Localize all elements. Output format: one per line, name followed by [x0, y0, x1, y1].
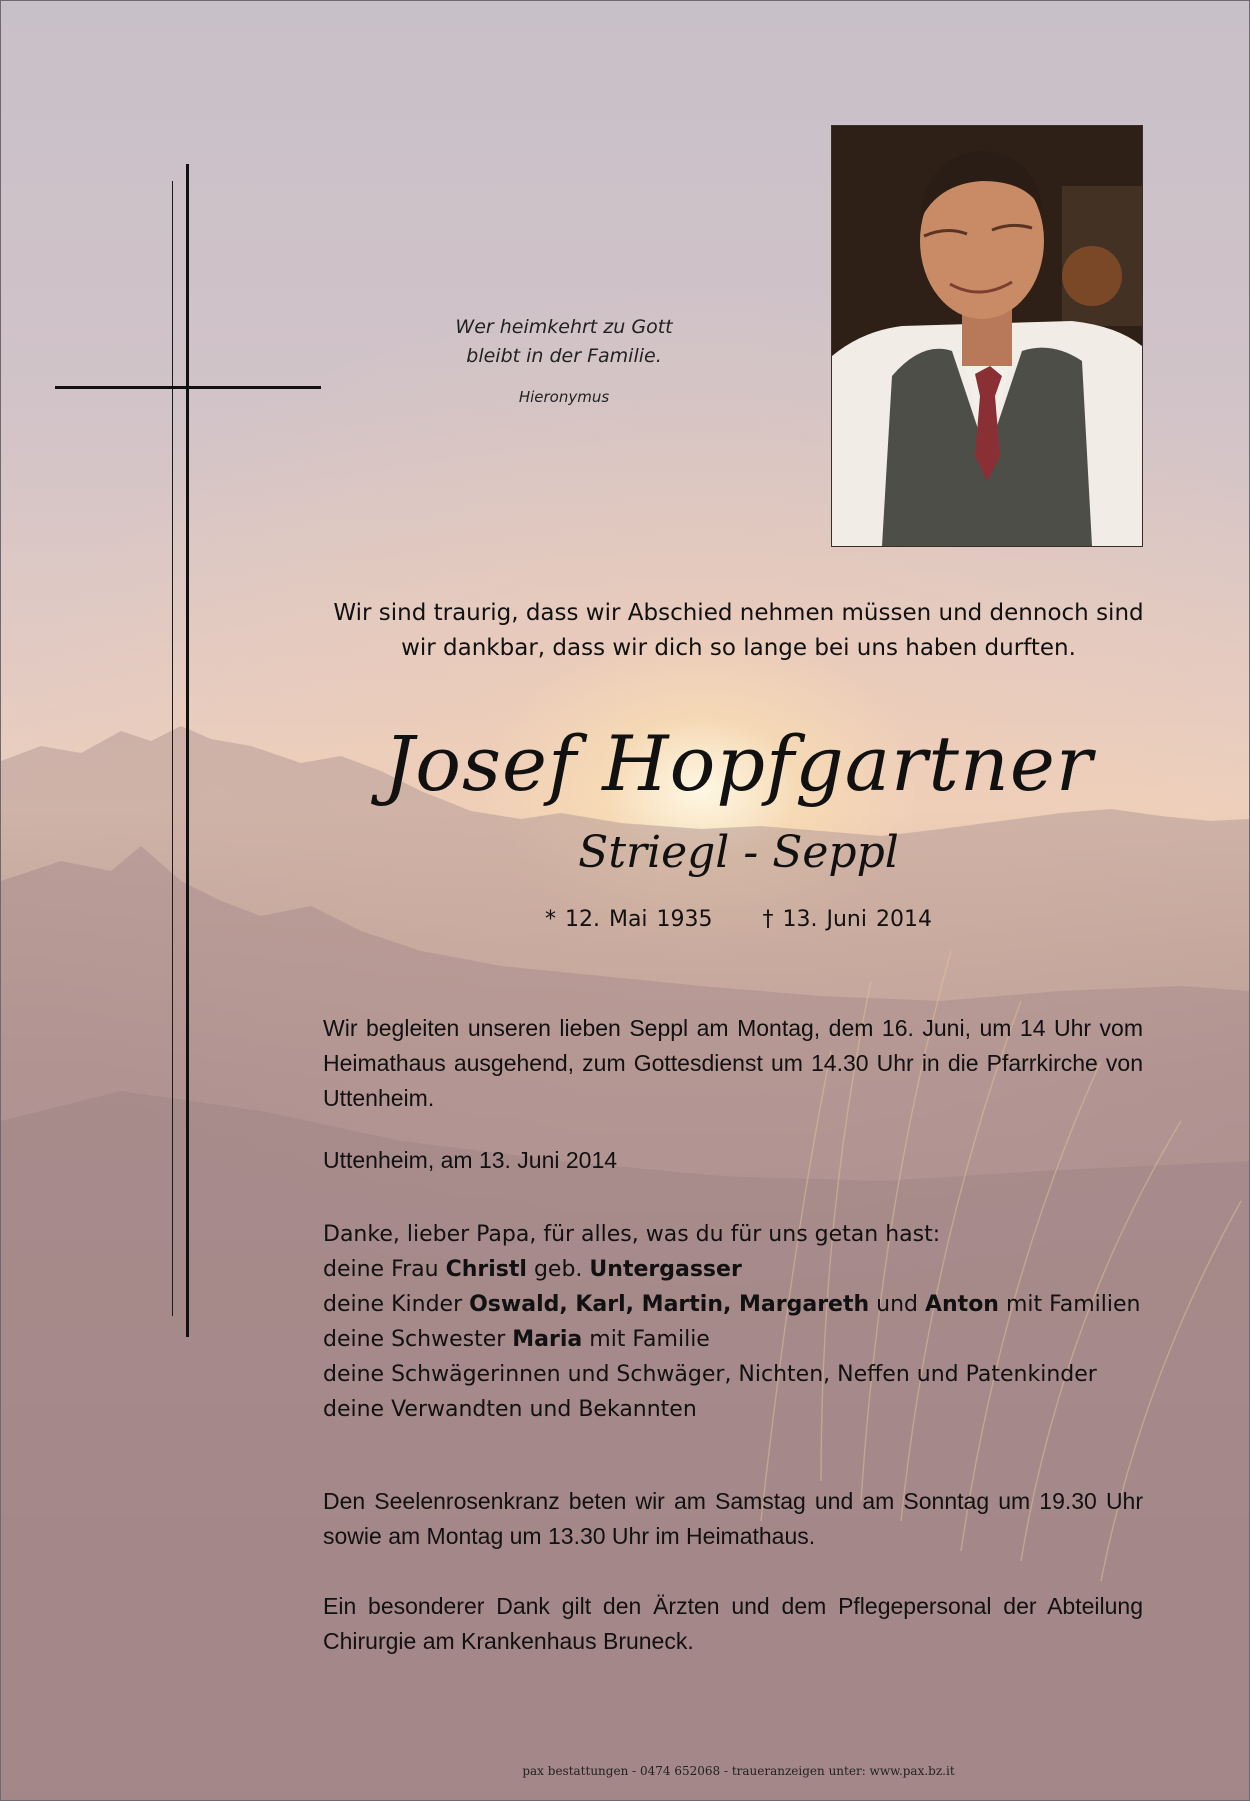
wife-prefix: deine Frau — [323, 1257, 446, 1282]
family-wife — [323, 1252, 1173, 1287]
deceased-nickname: Striegl - Seppl — [578, 827, 899, 878]
place-date: Uttenheim, am 13. Juni 2014 — [323, 1147, 618, 1173]
family-sister — [323, 1322, 1173, 1357]
portrait-photo — [831, 125, 1143, 547]
intro-text — [311, 596, 1166, 666]
cross-thin-line — [172, 181, 173, 1316]
birth-date: * 12. Mai 1935 — [545, 907, 713, 932]
wife-name: Christl — [445, 1257, 527, 1282]
family-list — [323, 1217, 1173, 1427]
deceased-name: Josef Hopfgartner — [383, 719, 1094, 808]
children-suffix: mit Familien — [998, 1292, 1141, 1317]
quote-line-2: bleibt in der Familie. — [466, 345, 662, 367]
latin-cross-icon — [186, 164, 189, 1337]
death-date: † 13. Juni 2014 — [762, 907, 932, 932]
quote-author: Hieronymus — [518, 388, 610, 406]
life-dates — [311, 907, 1166, 932]
family-relatives: deine Verwandten und Bekannten — [323, 1397, 697, 1422]
wife-maiden-name: Untergasser — [589, 1257, 742, 1282]
thanks-notice: Ein besonderer Dank gilt den Ärzten und dem Pflegepersonal der Abteilung Chirurgie am Krankenhaus Bruneck. — [323, 1593, 1143, 1654]
family-children — [323, 1287, 1173, 1322]
sister-prefix: deine Schwester — [323, 1327, 513, 1352]
sister-name: Maria — [512, 1327, 583, 1352]
children-prefix: deine Kinder — [323, 1292, 470, 1317]
rosary-notice: Den Seelenrosenkranz beten wir am Samstag und am Sonntag um 19.30 Uhr sowie am Montag um 13.30 Uhr im Heimathaus. — [323, 1488, 1143, 1549]
intro-line-1: Wir sind traurig, dass wir Abschied nehmen müssen und dennoch sind — [333, 600, 1144, 626]
funeral-notice: Wir begleiten unseren lieben Seppl am Montag, dem 16. Juni, um 14 Uhr vom Heimathaus ausgehend, zum Gottesdienst um 14.30 Uhr in die Pfarrkirche von Uttenheim. — [323, 1015, 1143, 1111]
family-intro: Danke, lieber Papa, für alles, was du für uns getan hast: — [323, 1222, 941, 1247]
wife-mid: geb. — [526, 1257, 590, 1282]
quote-line-1: Wer heimkehrt zu Gott — [455, 316, 673, 338]
cross-crossbar — [55, 386, 321, 389]
children-names: Oswald, Karl, Martin, Margareth — [469, 1292, 870, 1317]
footer-credit: pax bestattungen - 0474 652068 - traueranzeigen unter: www.pax.bz.it — [522, 1764, 955, 1778]
family-inlaws: deine Schwägerinnen und Schwäger, Nichten, Neffen und Patenkinder — [323, 1362, 1097, 1387]
portrait-illustration — [832, 126, 1142, 546]
memorial-quote — [396, 313, 732, 371]
children-last: Anton — [924, 1292, 999, 1317]
children-and: und — [869, 1292, 925, 1317]
intro-line-2: wir dankbar, dass wir dich so lange bei uns haben durften. — [401, 635, 1076, 661]
sister-suffix: mit Familie — [582, 1327, 710, 1352]
